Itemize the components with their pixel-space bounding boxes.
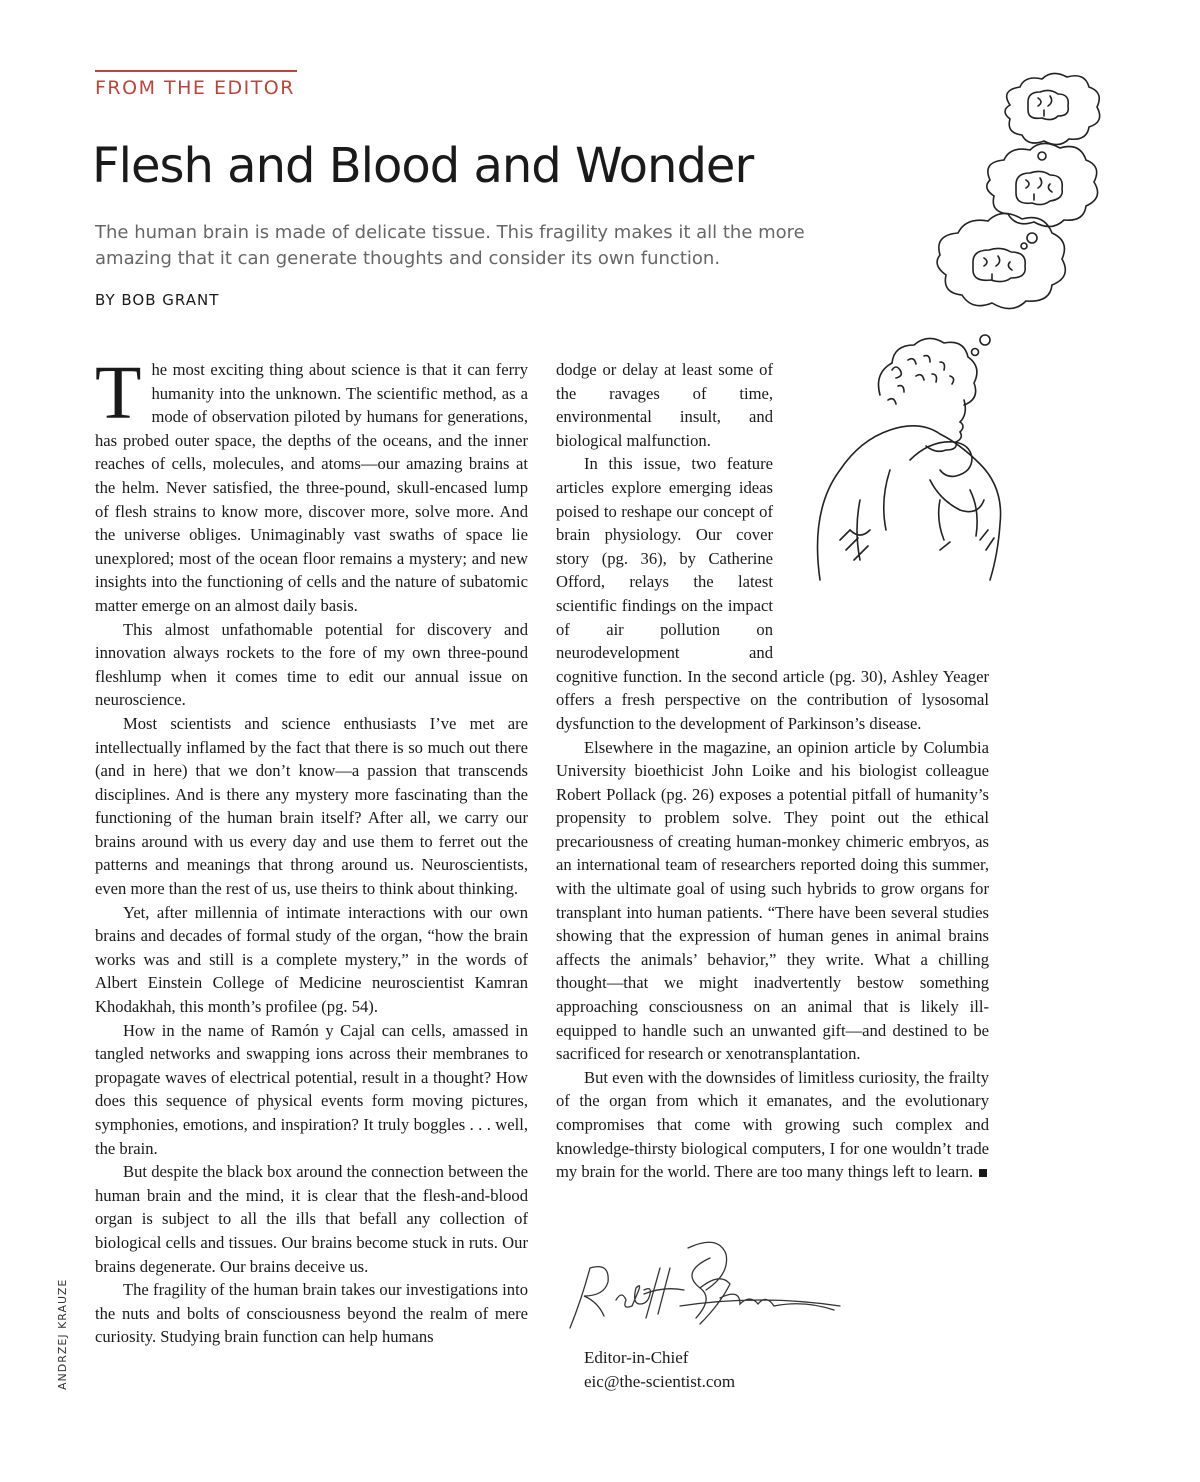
section-label: FROM THE EDITOR: [95, 77, 295, 99]
paragraph: Elsewhere in the magazine, an opinion article by Columbia University bioethicist John Loike and his biologist colleague Robert Pollack (pg. 26) exposes a potential pitfall of humanity’s propensity to problem solve. They point out the ethical precariousness of creating human-monkey chimeric embryos, as an international team of researchers reported doing this summer, with the ultimate goal of using such hybrids to grow organs for transplant into human patients. “There have been several studies showing that the expression of human genes in animal brains affects the animals’ behavior,” they write. What a chilling thought—that we might inadvertently bestow something approaching consciousness on an animal that is likely ill-equipped to handle such an unwanted gift—and destined to be sacrificed for research or xenotransplantation.: [556, 737, 989, 1064]
paragraph: Yet, after millennia of intimate interactions with our own brains and decades of formal study of the organ, “how the brain works was and still is a complete mystery,” in the words of Albert Einstein College of Medicine neuroscientist Kamran Khodakhah, this month’s profilee (pg. 54).: [95, 902, 528, 1017]
paragraph: [95, 358, 528, 618]
illustration-credit: ANDRZEJ KRAUZE: [56, 1278, 69, 1390]
end-mark-icon: [979, 1169, 987, 1177]
paragraph: The fragility of the human brain takes our investigations into the nuts and bolts of consciousness beyond the realm of mere curiosity. Studying brain function can help humans: [95, 1280, 528, 1347]
paragraph: dodge or delay at least some of the ravages of time, environmental insult, and biological malfunction.: [556, 360, 773, 450]
page-title: Flesh and Blood and Wonder: [92, 138, 754, 194]
paragraph: [556, 1066, 989, 1184]
paragraph-text: But even with the downsides of limitless curiosity, the frailty of the organ from which it emanates, and the evolutionary compromises that come with growing such complex and knowledge-thirsty biological computers, I for one wouldn’t trade my brain for the world. There are too many things left to learn.: [556, 1067, 989, 1182]
paragraph: In this issue, two feature articles explore emerging ideas poised to reshape our concept of brain physiology. Our cover story (pg. 36), by Catherine Offord, relays the latest scientific findings on the impact of air pollution on neurodevelopment and cognitive function. In the second article (pg. 30), Ashley Yeager offers a fresh perspective on the contribution of lysosomal dysfunction to the development of Parkinson’s disease.: [556, 454, 989, 733]
paragraph: Most scientists and science enthusiasts I’ve met are intellectually inflamed by the fact that there is so much out there (and in here) that we don’t know—a passion that transcends disciplines. And is there any mystery more fascinating than the functioning of the human brain itself? After all, we carry our brains around with us every day and use them to ferret out the patterns and meanings that throng around us. Neuroscientists, even more than the rest of us, use theirs to think about thinking.: [95, 713, 528, 899]
byline: BY BOB GRANT: [95, 291, 220, 309]
body-column-left: [95, 358, 528, 1398]
signoff-title: Editor-in-Chief: [584, 1348, 689, 1367]
body-column-right: [556, 358, 989, 1184]
section-rule: [95, 70, 297, 72]
signoff: [584, 1346, 735, 1394]
deck-subtitle: The human brain is made of delicate tissue. This fragility makes it all the more amazing that it can generate thoughts and consider its own function.: [95, 222, 805, 269]
paragraph: How in the name of Ramón y Cajal can cells, amassed in tangled networks and swapping ions across their membranes to propagate waves of electrical potential, result in a thought? How does this sequence of physical events form moving pictures, symphonies, emotions, and inspiration? It truly boggles . . . well, the brain.: [95, 1020, 528, 1158]
paragraph-text: he most exciting thing about science is that it can ferry humanity into the unknown. The scientific method, as a mode of observation piloted by humans for generations, has probed outer space, the depths of the oceans, and the inner reaches of cells, molecules, and atoms—our amazing brains at the helm. Never satisfied, the three-pound, skull-encased lump of flesh strains to know more, discover more, solve more. And the universe obliges. Unimaginably vast swaths of space lie unexplored; most of the ocean floor remains a mystery; and new insights into the functioning of cells and the nature of subatomic matter emerge on an almost daily basis.: [95, 360, 528, 615]
signoff-email[interactable]: eic@the-scientist.com: [584, 1372, 736, 1391]
signature-icon: [560, 1238, 850, 1338]
paragraph: But despite the black box around the connection between the human brain and the mind, it is clear that the flesh-and-blood organ is subject to all the ills that befall any collection of biological cells and tissues. Our brains become stuck in ruts. Our brains degenerate. Our brains deceive us.: [95, 1162, 528, 1276]
drop-cap: T: [95, 358, 142, 435]
paragraph: This almost unfathomable potential for discovery and innovation always rockets to the fore of my own three-pound fleshlump when it comes time to edit our annual issue on neuroscience.: [95, 619, 528, 710]
illustration-wrap-space: [773, 358, 989, 650]
